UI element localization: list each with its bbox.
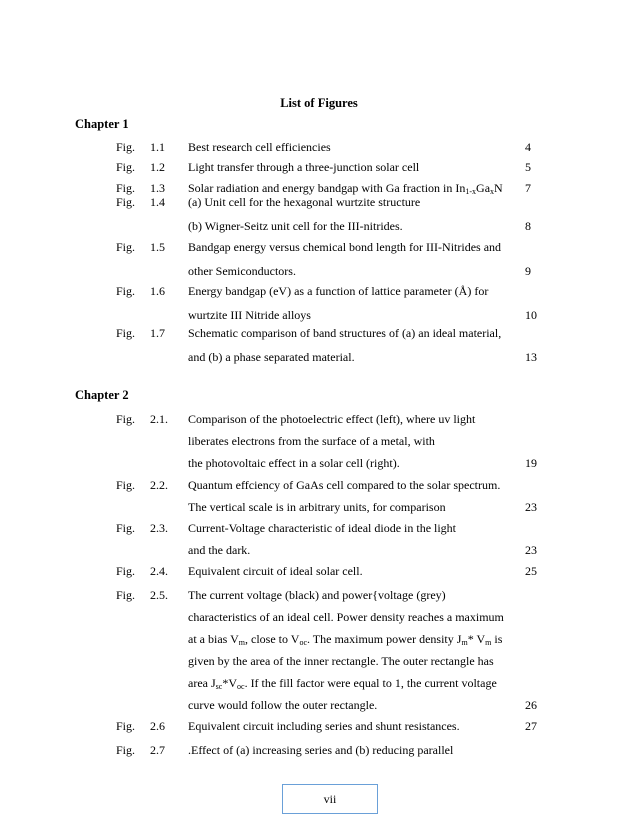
chapter-heading: Chapter 1 (75, 117, 129, 131)
page-number-box (282, 784, 378, 814)
figure-label: Fig. (116, 588, 136, 602)
figure-caption-line: wurtzite III Nitride alloys (188, 308, 311, 322)
figure-caption-line: Current-Voltage characteristic of ideal diode in the light (188, 521, 457, 535)
figure-label: Fig. (116, 412, 136, 426)
figure-caption-line: Comparison of the photoelectric effect (left), where uv light (188, 412, 476, 426)
figure-label: Fig. (116, 140, 136, 154)
figure-number: 2.4. (150, 564, 168, 578)
figure-number: 2.7 (150, 743, 165, 757)
figure-page-number: 27 (525, 719, 537, 733)
figure-caption-line: and the dark. (188, 543, 251, 557)
figure-page-number: 25 (525, 564, 537, 578)
figure-caption-line: liberates electrons from the surface of a metal, with (188, 434, 435, 448)
figure-caption-line: the photovoltaic effect in a solar cell (right). (188, 456, 400, 470)
figure-number: 1.4 (150, 195, 165, 209)
figure-caption-line: area $J_{sc}*V_{oc}$. If the fill factor were equal to 1, the current voltage (188, 676, 497, 691)
figure-caption-line: Light transfer through a three-junction solar cell (188, 160, 420, 174)
figure-number: 1.1 (150, 140, 165, 154)
figure-label: Fig. (116, 521, 136, 535)
figure-caption-line: Solar radiation and energy bandgap with Ga fraction in $In_{1-x}Ga_xN$ (188, 181, 503, 196)
figure-caption-line: .Effect of (a) increasing series and (b) reducing parallel (188, 743, 454, 757)
figure-number: 2.3. (150, 521, 168, 535)
figure-caption-line: at a bias $V_m$, close to $V_{oc}$. The maximum power density $J_m*$ $V_m$ is (188, 632, 503, 647)
figure-page-number: 9 (525, 264, 531, 278)
figure-caption-line: and (b) a phase separated material. (188, 350, 355, 364)
figure-label: Fig. (116, 240, 136, 254)
figure-caption-line: (a) Unit cell for the hexagonal wurtzite structure (188, 195, 421, 209)
figure-page-number: 26 (525, 698, 537, 712)
figure-label: Fig. (116, 326, 136, 340)
figure-number: 2.2. (150, 478, 168, 492)
figure-caption-line: Schematic comparison of band structures of (a) an ideal material, (188, 326, 502, 340)
figure-caption-line: (b) Wigner-Seitz unit cell for the III-nitrides. (188, 219, 403, 233)
figure-caption-line: given by the area of the inner rectangle. The outer rectangle has (188, 654, 494, 668)
figure-caption-line: Equivalent circuit including series and shunt resistances. (188, 719, 460, 733)
figure-page-number: 5 (525, 160, 531, 174)
figure-number: 1.6 (150, 284, 165, 298)
figure-caption-line: Best research cell efficiencies (188, 140, 331, 154)
figure-page-number: 7 (525, 181, 531, 195)
figure-page-number: 13 (525, 350, 537, 364)
figure-number: 1.5 (150, 240, 165, 254)
figure-number: 2.5. (150, 588, 168, 602)
figure-caption-line: Energy bandgap (eV) as a function of lattice parameter (Å) for (188, 284, 489, 298)
figure-label: Fig. (116, 160, 136, 174)
page-number: vii (323, 792, 337, 806)
figure-caption-line: other Semiconductors. (188, 264, 296, 278)
figure-label: Fig. (116, 195, 136, 209)
figure-page-number: 19 (525, 456, 537, 470)
figure-page-number: 4 (525, 140, 531, 154)
figure-caption-line: The vertical scale is in arbitrary units, for comparison (188, 500, 446, 514)
figure-label: Fig. (116, 564, 136, 578)
figure-page-number: 10 (525, 308, 537, 322)
figure-caption-line: Bandgap energy versus chemical bond length for III-Nitrides and (188, 240, 502, 254)
figure-page-number: 8 (525, 219, 531, 233)
figure-caption-line: The current voltage (black) and power{voltage (grey) (188, 588, 446, 602)
figure-page-number: 23 (525, 500, 537, 514)
figure-label: Fig. (116, 478, 136, 492)
figure-number: 1.7 (150, 326, 165, 340)
figure-caption-line: curve would follow the outer rectangle. (188, 698, 378, 712)
figure-page-number: 23 (525, 543, 537, 557)
chapter-heading: Chapter 2 (75, 388, 129, 402)
figure-caption-line: Quantum effciency of GaAs cell compared to the solar spectrum. (188, 478, 501, 492)
figure-number: 2.6 (150, 719, 165, 733)
figure-caption-line: Equivalent circuit of ideal solar cell. (188, 564, 363, 578)
figure-label: Fig. (116, 719, 136, 733)
figure-label: Fig. (116, 743, 136, 757)
page-title: List of Figures (280, 96, 358, 110)
figure-number: 1.3 (150, 181, 165, 195)
figure-number: 1.2 (150, 160, 165, 174)
figure-label: Fig. (116, 181, 136, 195)
figure-label: Fig. (116, 284, 136, 298)
figure-caption-line: characteristics of an ideal cell. Power density reaches a maximum (188, 610, 504, 624)
figure-number: 2.1. (150, 412, 168, 426)
